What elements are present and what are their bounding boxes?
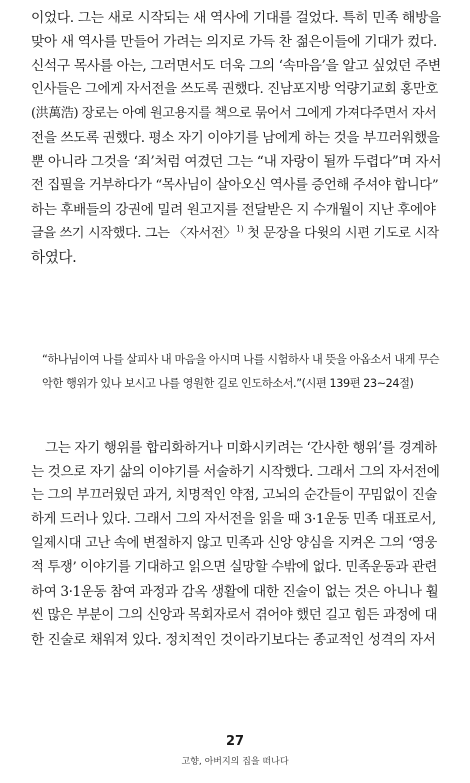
text-line: 인사들은 그에게 자서전을 쓰도록 권했다. 진남포지방 억량기교회 홍만호 — [31, 82, 438, 97]
text-line: 전을 쓰도록 권했다. 평소 자기 이야기를 남에게 하는 것을 부끄러워했을 — [31, 130, 440, 146]
text-line: 이었다. 그는 새로 시작되는 새 역사에 기대를 걸었다. 특히 민족 해방을 — [31, 10, 441, 26]
text-line: 씬 많은 부분이 그의 신앙과 목회자로서 겪어야 했던 길고 힘든 과정에 대 — [31, 608, 437, 623]
text-segment: 첫 문장을 다윗의 시편 기도로 시작 — [243, 226, 439, 241]
text-line: 신석구 목사를 아는, 그러면서도 더욱 그의 ‘속마음’을 알고 싶었던 주변 — [31, 58, 441, 74]
scripture-quote — [42, 348, 442, 396]
text-line: (洪萬浩) 장로는 아예 원고용지를 책으로 묶어서 그에게 가져다주면서 자서 — [31, 106, 437, 121]
text-line: 는 그의 부끄러웠던 과거, 치명적인 약점, 고뇌의 순간들이 꾸밈없이 진술 — [31, 488, 437, 503]
body-paragraph-2 — [31, 436, 441, 652]
text-line: 하여 3·1운동 참여 과정과 감옥 생활에 대한 진술이 없는 것은 아니나 훨 — [31, 584, 439, 600]
text-line: 맞아 새 역사를 만들어 가려는 의지로 가득 찬 젊은이들에 기대가 컸다. — [31, 34, 437, 50]
running-footer-title: 고향, 아버지의 집을 떠나다 — [181, 757, 289, 767]
quote-line: 악한 행위가 있나 보시고 나를 영원한 길로 인도하소서.”(시편 139편 23~24절) — [42, 377, 414, 390]
text-line: 일제시대 고난 속에 변절하지 않고 민족과 신앙 양심을 지켜온 그의 ‘영웅 — [31, 536, 437, 551]
text-line: 전 집필을 거부하다가 “목사님이 살아오신 역사를 증언해 주셔야 합니다” — [31, 178, 439, 193]
quote-line: “하나님이여 나를 살피사 내 마음을 아시며 나를 시험하사 내 뜻을 아옵소서 내게 무슨 — [42, 353, 440, 366]
text-line: 적 투쟁’ 이야기를 기대하고 읽으면 실망할 수밖에 없다. 민족운동과 관련 — [31, 560, 437, 575]
text-line — [31, 222, 441, 246]
text-segment: 글을 쓰기 시작했다. 그는 〈자서전〉 — [31, 226, 236, 241]
body-paragraph-1 — [31, 6, 441, 270]
text-line: 뿐 아니라 그것을 ‘죄’처럼 여겼던 그는 “내 자랑이 될까 두렵다”며 자서 — [31, 154, 442, 170]
page-number: 27 — [225, 734, 245, 749]
text-line: 는 것으로 자기 삶의 이야기를 서술하기 시작했다. 그래서 그의 자서전에 — [31, 464, 440, 480]
text-line: 그는 자기 행위를 합리화하거나 미화시키려는 ‘간사한 행위’를 경계하 — [45, 440, 437, 456]
footnote-marker[interactable]: 1) — [235, 224, 244, 234]
text-line: 하는 후배들의 강권에 밀려 원고지를 전달받은 지 수개월이 지난 후에야 — [31, 202, 436, 218]
text-line: 하였다. — [31, 249, 77, 266]
text-line: 하게 드러나 있다. 그래서 그의 자서전을 읽을 때 3·1운동 민족 대표로서, — [31, 512, 436, 527]
text-line: 한 진술로 채워져 있다. 정치적인 것이라기보다는 종교적인 성격의 자서 — [31, 632, 436, 648]
